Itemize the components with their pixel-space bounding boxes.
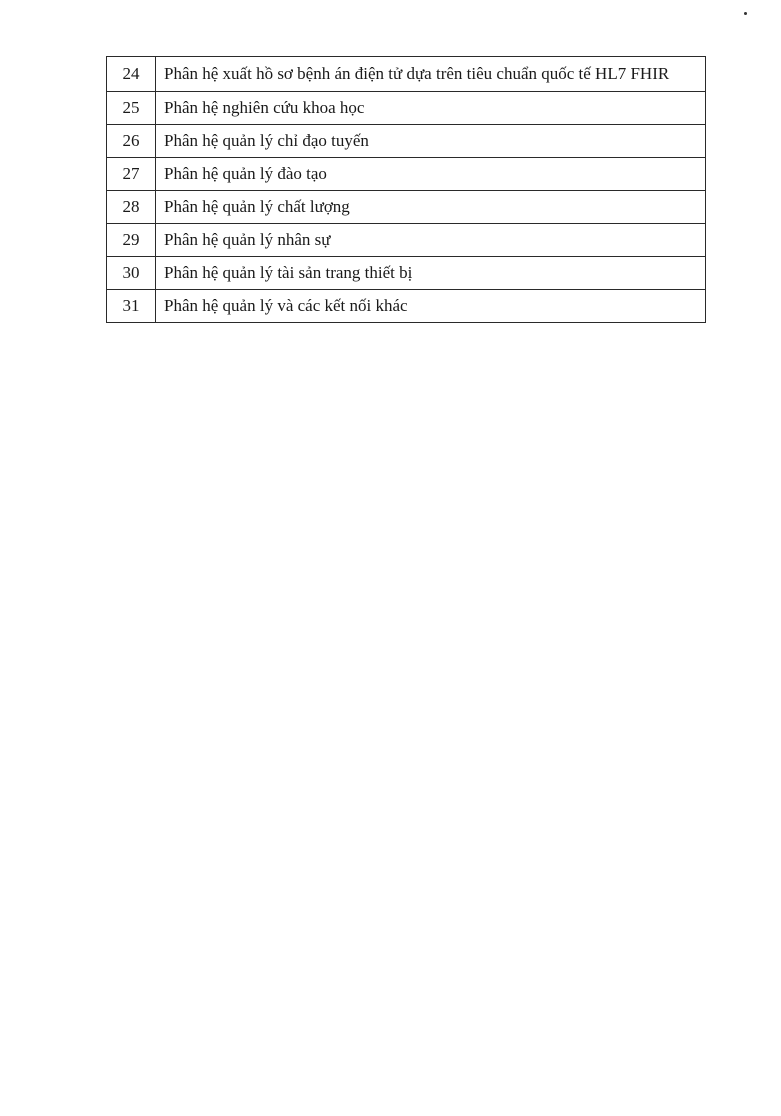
row-number: 28: [107, 191, 156, 224]
module-table: [106, 56, 706, 323]
row-number: 31: [107, 290, 156, 323]
table-row: [107, 125, 706, 158]
table-row: [107, 57, 706, 92]
row-number: 29: [107, 224, 156, 257]
table-row: [107, 257, 706, 290]
table-row: [107, 191, 706, 224]
row-number: 27: [107, 158, 156, 191]
scan-speck: [744, 12, 747, 15]
module-name: Phân hệ nghiên cứu khoa học: [156, 92, 706, 125]
table-row: [107, 224, 706, 257]
module-name: Phân hệ quản lý chất lượng: [156, 191, 706, 224]
module-name: Phân hệ quản lý và các kết nối khác: [156, 290, 706, 323]
row-number: 30: [107, 257, 156, 290]
module-name: Phân hệ quản lý nhân sự: [156, 224, 706, 257]
module-name: Phân hệ quản lý chỉ đạo tuyến: [156, 125, 706, 158]
table-row: [107, 92, 706, 125]
row-number: 25: [107, 92, 156, 125]
table-row: [107, 290, 706, 323]
module-name: Phân hệ quản lý tài sản trang thiết bị: [156, 257, 706, 290]
table-row: [107, 158, 706, 191]
row-number: 24: [107, 57, 156, 92]
module-name: Phân hệ xuất hồ sơ bệnh án điện tử dựa trên tiêu chuẩn quốc tế HL7 FHIR: [156, 57, 706, 92]
module-name: Phân hệ quản lý đào tạo: [156, 158, 706, 191]
row-number: 26: [107, 125, 156, 158]
